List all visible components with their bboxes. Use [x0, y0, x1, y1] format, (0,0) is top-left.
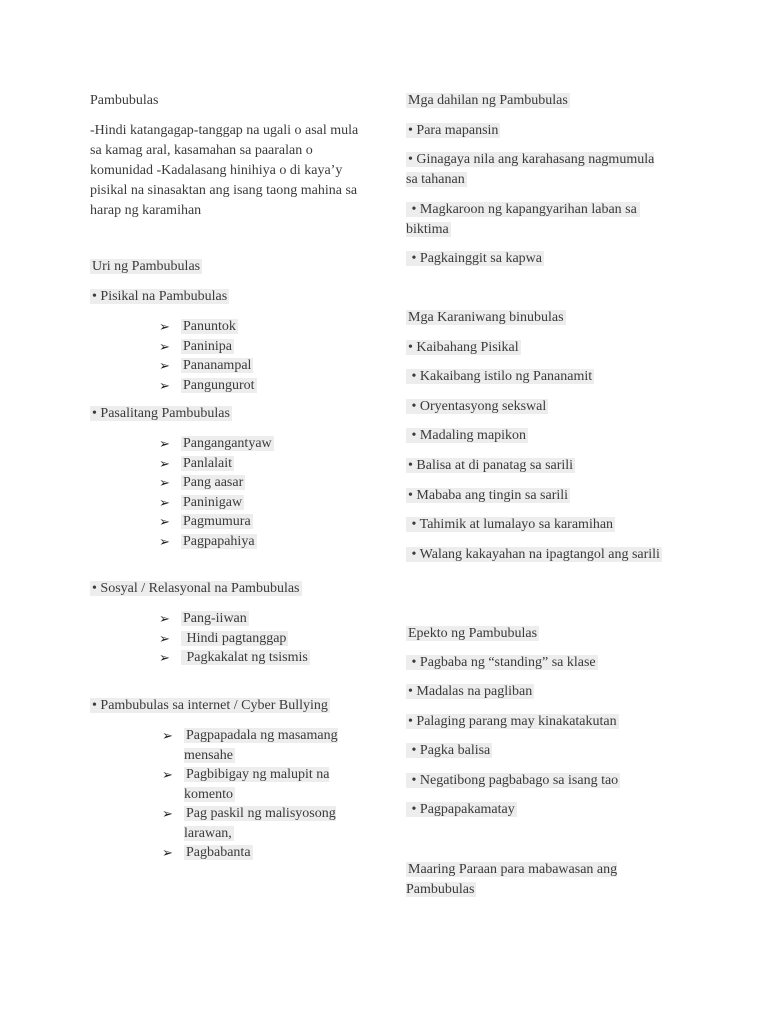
- list-verbal: [159, 434, 274, 551]
- arrow-bullet-icon: ➢: [159, 436, 170, 451]
- arrow-bullet-icon: ➢: [159, 650, 170, 665]
- list-item: ➢ Pang-iiwan: [159, 609, 310, 629]
- list-item: ➢ Pagpapahiya: [159, 532, 274, 552]
- arrow-bullet-icon: ➢: [162, 767, 173, 782]
- arrow-bullet-icon: ➢: [159, 377, 170, 393]
- list-item: • Palaging parang may kinakatakutan: [408, 714, 617, 729]
- list-item: ➢ Pagbabanta: [162, 843, 362, 863]
- list-item: ➢ Panlalait: [159, 454, 274, 474]
- group-heading-cyber: • Pambubulas sa internet / Cyber Bullying: [92, 698, 328, 713]
- list-item: • Pagkainggit sa kapwa: [408, 251, 542, 266]
- list-item: ➢ Pang aasar: [159, 473, 274, 493]
- list-item: • Mababa ang tingin sa sarili: [408, 488, 569, 503]
- arrow-bullet-icon: ➢: [159, 494, 170, 510]
- arrow-bullet-icon: ➢: [159, 455, 170, 471]
- list-item: ➢ Paninipa: [159, 337, 257, 357]
- list-item: ➢ Hindi pagtanggap: [159, 629, 310, 649]
- arrow-bullet-icon: ➢: [159, 514, 170, 529]
- list-item: • Pagbaba ng “standing” sa klase: [408, 655, 596, 670]
- arrow-bullet-icon: ➢: [159, 475, 170, 490]
- targets-heading: Mga Karaniwang binubulas: [408, 310, 564, 325]
- document-title: Pambubulas: [90, 93, 159, 108]
- arrow-bullet-icon: ➢: [159, 338, 170, 354]
- list-item: • Madaling mapikon: [408, 428, 527, 443]
- list-item: • Negatibong pagbabago sa isang tao: [408, 773, 619, 788]
- list-item: • Walang kakayahan na ipagtangol ang sarili: [408, 547, 660, 562]
- arrow-bullet-icon: ➢: [162, 845, 173, 860]
- ways-heading: Maaring Paraan para mabawasan ang Pambubulas: [406, 862, 618, 897]
- list-social: [159, 609, 310, 668]
- effects-heading: Epekto ng Pambubulas: [408, 626, 538, 641]
- group-heading-verbal: • Pasalitang Pambubulas: [92, 406, 230, 421]
- list-item: ➢ Pagbibigay ng malupit na komento: [162, 767, 330, 802]
- list-item: • Pagpapakamatay: [408, 802, 515, 817]
- list-item: ➢ Pangungurot: [159, 376, 257, 396]
- arrow-bullet-icon: ➢: [162, 728, 173, 743]
- list-item: • Para mapansin: [408, 123, 499, 138]
- list-item: • Magkaroon ng kapangyarihan laban sa biktima: [406, 202, 641, 237]
- list-physical: [159, 317, 257, 395]
- causes-heading: Mga dahilan ng Pambubulas: [408, 93, 568, 108]
- list-item: ➢ Pagmumura: [159, 512, 274, 532]
- list-item: • Madalas na pagliban: [408, 684, 533, 699]
- list-item: ➢ Pag paskil ng malisyosong larawan,: [162, 806, 336, 841]
- list-item: ➢ Pananampal: [159, 356, 257, 376]
- list-item: • Kakaibang istilo ng Pananamit: [408, 369, 593, 384]
- list-item: ➢ Pagpapadala ng masamang mensahe: [162, 728, 338, 763]
- group-heading-social: • Sosyal / Relasyonal na Pambubulas: [92, 581, 300, 596]
- list-item: ➢ Pagkakalat ng tsismis: [159, 648, 310, 668]
- list-item: • Tahimik at lumalayo sa karamihan: [408, 517, 614, 532]
- list-item: • Pagka balisa: [408, 743, 491, 758]
- group-heading-physical: • Pisikal na Pambubulas: [92, 289, 228, 304]
- arrow-bullet-icon: ➢: [159, 533, 170, 549]
- arrow-bullet-icon: ➢: [159, 358, 170, 373]
- list-item: ➢ Pangangantyaw: [159, 434, 274, 454]
- list-item: • Balisa at di panatag sa sarili: [408, 458, 574, 473]
- arrow-bullet-icon: ➢: [162, 806, 173, 821]
- list-item: • Ginagaya nila ang karahasang nagmumula sa tahanan: [406, 152, 655, 187]
- list-item: ➢ Paninigaw: [159, 493, 274, 513]
- list-item: • Oryentasyong sekswal: [408, 399, 547, 414]
- list-item: ➢ Panuntok: [159, 317, 257, 337]
- arrow-bullet-icon: ➢: [159, 630, 170, 646]
- arrow-bullet-icon: ➢: [159, 319, 170, 334]
- definition-paragraph: -Hindi katangagap-tanggap na ugali o asal mula sa kamag aral, kasamahan sa paaralan o komunidad -Kadalasang hinihiya o di kaya’y pisikal na sinasaktan ang isang taong mahina sa harap ng karamihan: [90, 123, 359, 218]
- types-heading: Uri ng Pambubulas: [92, 259, 201, 274]
- list-cyber: [162, 726, 362, 863]
- arrow-bullet-icon: ➢: [159, 611, 170, 626]
- list-item: • Kaibahang Pisikal: [408, 340, 519, 355]
